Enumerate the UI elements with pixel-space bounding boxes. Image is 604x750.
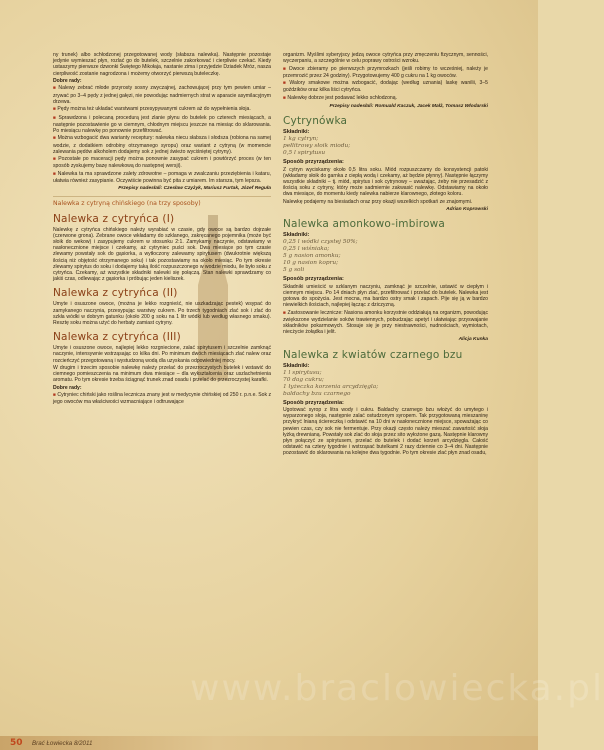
right-intro: organizm. Myślimi syberyjscy jedzą owoce cytryńca przy zmęczeniu fizycznym, senności, wyczerpaniu, a szczególnie w celu poprawy ostrości wzroku. <box>283 52 488 65</box>
preparation-label: Sposób przyrządzenia: <box>283 276 344 283</box>
intro-text: ny trunek) albo schłodzonej przegotowanej wody (słabsza nalewka). Następnie pozostaje jedynie wymieszać płyn, rozlać go do butelek, szczelnie zakorkować i cierpliwie czekać. Kiedy ustaszymy pierwsze dzwonki Świętego Mikołaja, nastanie zima i przyjedzie Dziadek Mróz, nasza cierpliwość zostanie nagrodzona i możemy otworzyć pierwszą buteleczkę. <box>53 52 271 77</box>
tip-3: ■ Sprawdzona i polecaną procedurą jest zlanie płynu do butelek po czterech miesiącach, a następnie pozostawienie go w ciemnym, chłodnym miejscu jeszcze na miesiąc do sklarowania. Po miesiącu nalewkę po ponownie przefiltrować. <box>53 115 271 135</box>
preparation-text: Ugotować syrop z litra wody i cukru. Baldachy czarnego bzu włożyć do umytego i wyparzonego słoja, następnie zalać ostudzonym syropem. Tak przygotowaną mieszaninę przykryć lnianą ściereczką i odstawić na 10 dni w nasłonecznione miejsce, spoważając co pewien czas, czy sok nie fermentuje. Przy okazji często należy mieszać zawartość słoja łyżką drewnianą. Powstały sok zlać do słoja przez sito wyłożone gazą. Następnie klarowny płyn połączyć ze spirytusem, przelać do butelek i dodać korzeń arcydzięgla. Całość odstawić na cztery tygodnie i wstrząsać butelkami 2 razy dziennie co 3–4 dni. Następnie pozostawić do sklarowania na kolejne dwa tygodnie. Po tym okresie zlać płyn znad osadu, <box>283 407 488 457</box>
tips-label: Dobre rady: <box>53 78 82 84</box>
tip-1: ■ Nalewy zebrać młode przyrosty sosny zwyczajnej, zachowującej przy tym pewien umiar – zrywać po 3–4 pędy z jednej gałęzi, nie powodując nadmiernych strat w aparacie asymilacyjnym drzewa. <box>53 85 271 105</box>
tip-5: ■ Pozostałe po maceracji pędy można ponownie zasypać cukrem i powtórzyć proces (w ten sposób zyskujemy bazę nalewkową do następnej wersji). <box>53 156 271 169</box>
ingredient-item: 5 g nasion amonku; <box>283 253 341 260</box>
recipe-title-czarny-bez: Nalewka z kwiatów czarnego bzu <box>283 348 463 361</box>
tip2-1: ■ Cytryniec chiński jako roślina lecznicza znany jest w medycynie chińskiej od 250 r. p.n.e. Sok z jego owoców ma właściwości wzmacniające i odtruwające <box>53 392 271 405</box>
page-number: 50 <box>10 738 23 748</box>
tip-2: ■ Pędy można też układać warstwami przesypywanymi cukrem aż do wypełnienia słoja. <box>53 106 271 113</box>
right-column <box>283 52 488 458</box>
page-footer <box>0 736 538 750</box>
preparation-text: Z cytryn wyciskamy około 0,5 litra soku. Miód rozpuszczamy do konsystencji patoki (wkładamy słoik do garnka z ciepłą wodą i czekamy, aż będzie płynny). Następnie łączymy wszystkie składniki – tj. miód, spirytus i sok cytrynowy – uważając, żeby nie przesadzić z ilością soku z cytryny, który może sadmiernie zakwasić nalewkę. Odstawiamy na około dwa miesiące, do momentu kiedy nalewka nabierze klarownego, złotego koloru. <box>283 166 488 198</box>
tip-6: ■ Nalewka ta ma sprawdzone zalety zdrowotne – pomaga w zwalczaniu przeziębienia i kataru, ułatwia również zasypianie. Oczywiście powinna być pita z umiarem. Im starsza, tym lepsza. <box>53 171 271 184</box>
ingredient-item: 0,25 l wiśniaka; <box>283 246 330 253</box>
ingredients-label: Składniki: <box>283 129 310 136</box>
recipe-title-cytrynowka: Cytrynówka <box>283 115 348 128</box>
recipe-body-3: Umyte i osuszone owoce, najlepiej lekko rozgniecione, zalać spirytusem i szczelnie zamknąć naczynie, intensywnie wstrząsając co kilka dni. Po minimum dwóch miesiącach zlać nalew oraz rozcieńczyć przegotowaną i wystudzoną wodą dla uzyskania odpowiedniej mocy. <box>53 345 271 364</box>
tip-4: ■ Można wzbogacić dwa warianty receptury: nalewka niecu słabsza i słodsza (robiona na samej wodzie, z dodatkiem odrobiny otrzymanego syropu) oraz wariant z cytryną (w momencie zalewania pędów alkoholem dodajemy sok z jednej świeżo wyciśniętej cytryny). <box>53 135 271 155</box>
ingredient-item: 0,25 l wódki czystej 50%; <box>283 239 358 246</box>
credit-3: Alicja Kunka <box>458 337 488 343</box>
right-tip-3: ■ Nalewkę dobrze jest podawać lekko schłodzoną. <box>283 95 488 102</box>
ingredient-item: pełlitrowy słoik miodu; <box>283 143 351 150</box>
ingredient-item: 1 łyżeczka korzenia arcydzięgla; <box>283 383 379 390</box>
preparation-text-b: ■ Zastosowanie lecznicze: Nasiona amonku korzystnie oddziałują na organizm, powodując zwiększone wydzielanie soków trawiennych, pobudzając apetyt i ułatwiając przyswajanie składników pokarmowych. Stosuje się je przy niestrawności, nudnościach, wymiotach, niecżycie żołądka i jelit. <box>283 310 488 336</box>
magazine-name: Brać Łowiecka 8/2011 <box>32 740 93 747</box>
right-credit-1: Przepisy nadesłali: Romuald Kaczuk, Jacek Małż, Tomasz Włodarski <box>329 103 488 109</box>
ingredients-label: Składniki: <box>283 362 310 369</box>
credit-2: Adrian Koprowski <box>446 207 488 212</box>
ingredient-item: 5 g soli <box>283 267 305 274</box>
ingredient-item: 1 l spirytusu; <box>283 369 322 376</box>
right-tip-1: ■ Owoce zbieramy po pierwszych przymrozkach (jeśli robimy to wcześniej, należy je przemrozić przez 24 godziny). Przygotowujemy 400 g cukru na 1 kg owoców. <box>283 66 488 79</box>
right-tip-2: ■ Walory smakowe można wzbogacić, dodając (według uznania) laskę wanilii, 3–5 goździków oraz kilka liści cytryńca. <box>283 80 488 93</box>
ingredient-item: 70 dag cukru; <box>283 376 324 383</box>
left-column <box>53 52 271 407</box>
ingredients-label: Składniki: <box>283 232 310 239</box>
recipe-title-1: Nalewka z cytryńca (I) <box>53 212 175 225</box>
recipe-title-2: Nalewka z cytryńca (II) <box>53 287 178 300</box>
divider <box>53 196 271 197</box>
recipe-body-1: Nalewkę z cytryńca chińskiego należy wyrabiać w czasie, gdy owoce są bardzo dojrzałe (czerwone grona). Zebrane owoce wkładamy do szklanego, zakręcanego pojemnika (może być słoik do wekow) i zasypujemy cukrem w stosunku 2:1. Zamykamy naczynie, odstawiamy w nasłonecznione miejsce i czekamy, aż cytryniec puści sok. Dwa miesiące po tym czasie zlewamy powstały sok do gąsiorka, a wytłoczony zalewamy spirytusem (dwukrotnie większą ilością niż objętość otrzymanego soku) i tak pozostawiamy na około miesiąc. Po tym okresie zlewamy spirytus do soku i dodajemy taką ilość rozpuszczonego w wodzie miodu, ile było soku z cytryńca. Czekamy, aż wszystkie składniki nalewki się połączą. Stan nalewki sprawdzamy co jakiś czas, odlewając z gąsiorka i próbując jeden kieliszek. <box>53 226 271 283</box>
section-subhead: Nalewka z cytryną chińskiego (na trzy sposoby) <box>53 200 201 208</box>
recipe-title-amonkowo: Nalewka amonkowo-imbirowa <box>283 218 446 231</box>
ingredient-item: baldachy bzu czarnego <box>283 390 351 397</box>
credit-1: Przepisy nadesłali: Czesław Czyżyk, Mariusz Furtak, Józef Reguła <box>118 186 271 192</box>
preparation-label: Sposób przyrządzenia: <box>283 399 344 406</box>
recipe-title-3: Nalewka z cytryńca (III) <box>53 331 181 344</box>
tips2-label: Dobre rady: <box>53 384 82 391</box>
preparation-text-b: Nalewkę podajemy na biesiadach oraz przy okazji wszelkich spotkań ze znajomymi. <box>283 198 473 205</box>
ingredient-item: 10 g nasion kopru; <box>283 260 339 267</box>
ingredient-item: 0,5 l spirytusu <box>283 150 326 157</box>
watermark: www.braclowiecka.pl <box>190 668 604 709</box>
preparation-text: Składniki umieścić w szklanym naczyniu, zamknąć je szczelnie, ustawić w ciepłym i ciemnym miejscu. Po 14 dniach płyn zlać, przefiltrować i przelać do butelek. Nalewka jest gotowa do spożycia. Jest mocna, ma bardzo ostry smak i zapach. Pije się ją w bardzo niewielkich ilościach, najlepiej łącząc z dziczyzną. <box>283 283 488 309</box>
recipe-body-2: Umyte i osuszone owoce, (można je lekko rozgnieść, nie uszkadzając pestek) wsypać do zamykanego naczynia, przesypując warstwy cukrem. Po trzech tygodniach zlać sok i zlać do szkła wódki w dobrym gatunku (około 200 g soku na 1 litr wódki lub według własnego smaku). Resztę soku można użyć do herbaty zamiast cytryny. <box>53 301 271 327</box>
ingredient-item: 1 kg cytryn; <box>283 136 319 143</box>
preparation-label: Sposób przyrządzenia: <box>283 159 344 166</box>
recipe-body-3b: W drugim i trzecim sposobie nalewkę należy przelać do przezroczystych butelek i wstawić do ciemnego pomieszczenia na minimum dwa miesiące – dla wykształcenia oraz uszlachetnienia aromatu. Po tym okresie trzeba ściągnąć trunek znad osadu i przelać do przezroczystej karafki. <box>53 365 271 384</box>
